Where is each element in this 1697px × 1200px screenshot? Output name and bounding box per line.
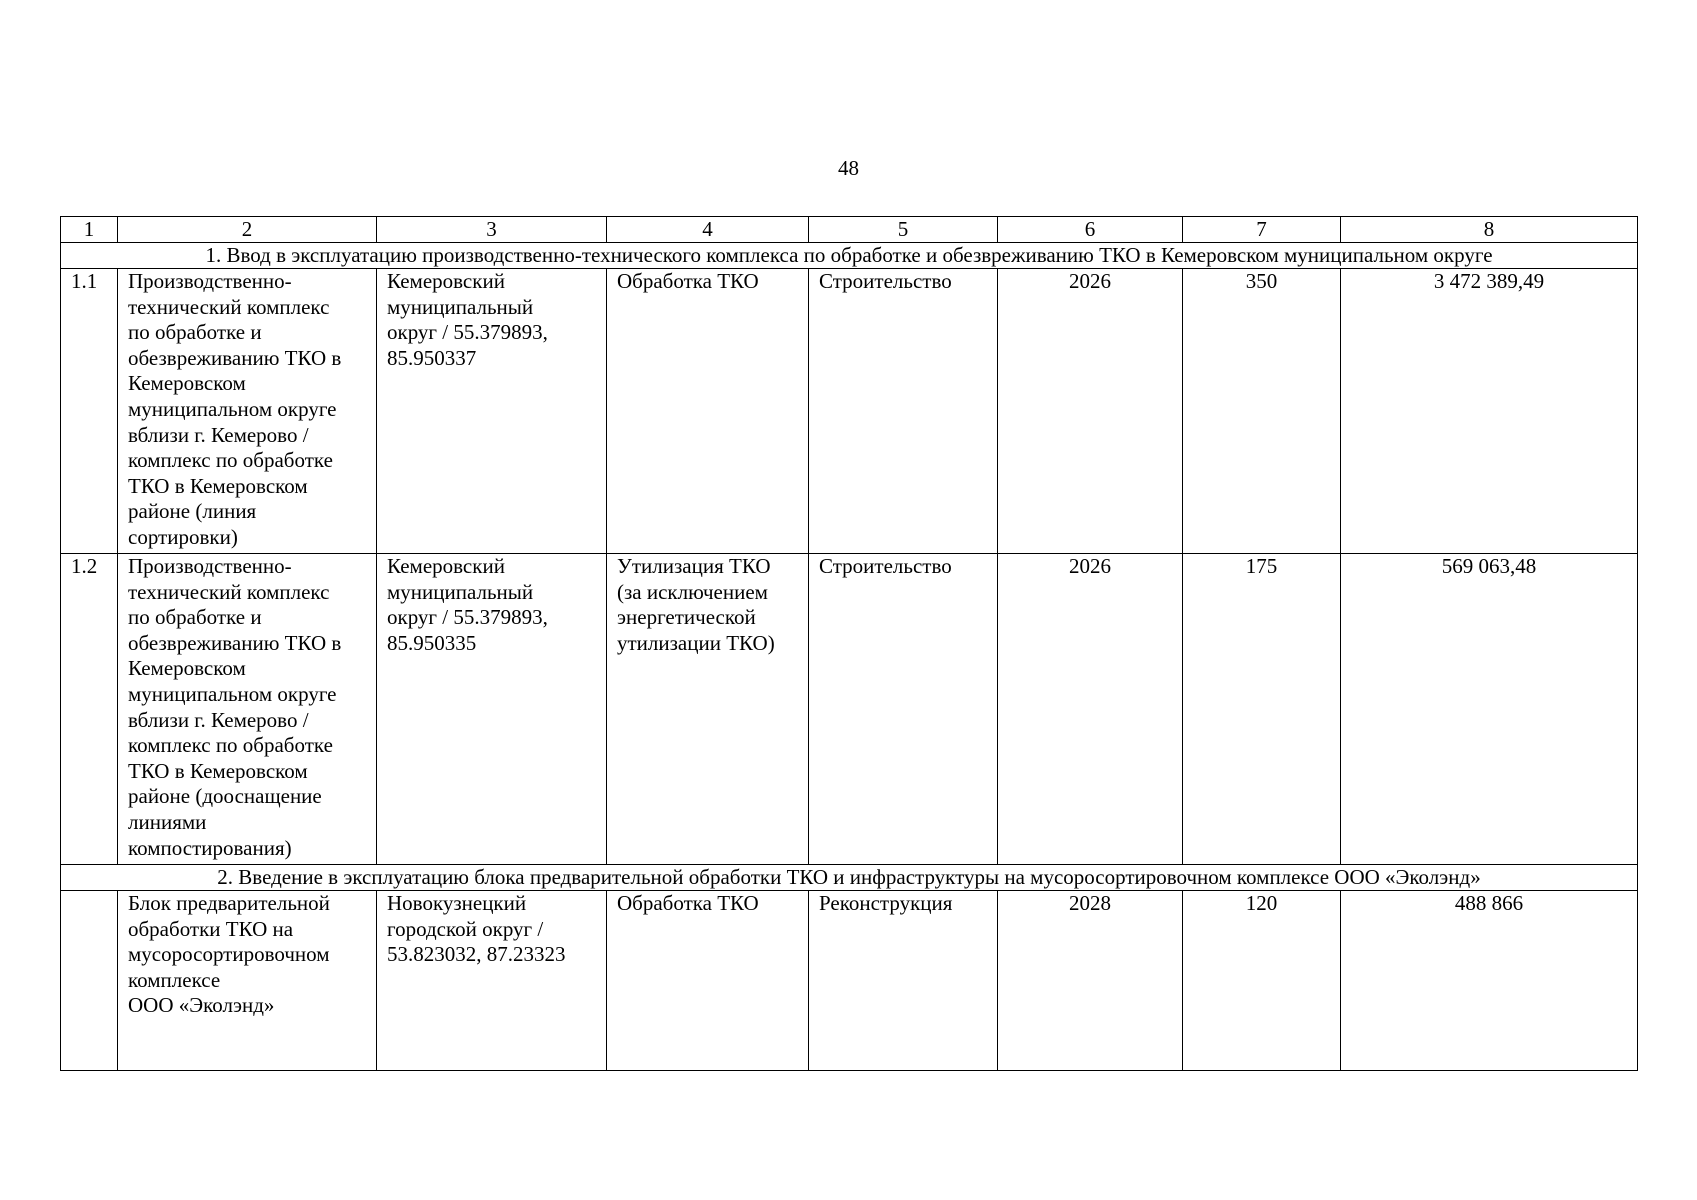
commission-year: 2026 <box>998 269 1183 554</box>
section-title-1: 1. Ввод в эксплуатацию производственно-технического комплекса по обработке и обезвреживанию ТКО в Кемеровском муниципальном округе <box>61 243 1638 269</box>
work-type: Строительство <box>809 554 998 865</box>
row-number: 1.1 <box>61 269 118 554</box>
table-row <box>61 891 1638 1071</box>
header-cell-8: 8 <box>1341 217 1638 243</box>
object-location: Новокузнецкий городской округ / 53.823032, 87.23323 <box>377 891 607 1071</box>
header-cell-2: 2 <box>118 217 377 243</box>
header-cell-7: 7 <box>1183 217 1341 243</box>
object-purpose: Обработка ТКО <box>607 891 809 1071</box>
object-purpose: Утилизация ТКО (за исключением энергетической утилизации ТКО) <box>607 554 809 865</box>
object-location: Кемеровский муниципальный округ / 55.379893, 85.950337 <box>377 269 607 554</box>
object-name: Производственно- технический комплекс по обработке и обезвреживанию ТКО в Кемеровском муниципальном округе вблизи г. Кемерово / комплекс по обработке ТКО в Кемеровском районе (дооснащение линиями компостирования) <box>118 554 377 865</box>
work-type: Реконструкция <box>809 891 998 1071</box>
page-number: 48 <box>838 156 859 180</box>
header-cell-1: 1 <box>61 217 118 243</box>
table-header-row <box>61 217 1638 243</box>
cost: 3 472 389,49 <box>1341 269 1638 554</box>
table-row <box>61 554 1638 865</box>
work-type: Строительство <box>809 269 998 554</box>
row-number: 1.2 <box>61 554 118 865</box>
section-row-2 <box>61 865 1638 891</box>
object-purpose: Обработка ТКО <box>607 269 809 554</box>
commission-year: 2026 <box>998 554 1183 865</box>
objects-table <box>60 216 1638 1071</box>
object-name: Производственно- технический комплекс по обработке и обезвреживанию ТКО в Кемеровском муниципальном округе вблизи г. Кемерово / комплекс по обработке ТКО в Кемеровском районе (линия сортировки) <box>118 269 377 554</box>
header-cell-5: 5 <box>809 217 998 243</box>
section-row-1 <box>61 243 1638 269</box>
capacity: 175 <box>1183 554 1341 865</box>
capacity: 120 <box>1183 891 1341 1071</box>
commission-year: 2028 <box>998 891 1183 1071</box>
object-location: Кемеровский муниципальный округ / 55.379893, 85.950335 <box>377 554 607 865</box>
header-cell-3: 3 <box>377 217 607 243</box>
object-name: Блок предварительной обработки ТКО на мусоросортировочном комплексе ООО «Эколэнд» <box>118 891 377 1071</box>
row-number <box>61 891 118 1071</box>
header-cell-4: 4 <box>607 217 809 243</box>
table-row <box>61 269 1638 554</box>
capacity: 350 <box>1183 269 1341 554</box>
section-title-2: 2. Введение в эксплуатацию блока предварительной обработки ТКО и инфраструктуры на мусоросортировочном комплексе ООО «Эколэнд» <box>61 865 1638 891</box>
cost: 569 063,48 <box>1341 554 1638 865</box>
cost: 488 866 <box>1341 891 1638 1071</box>
header-cell-6: 6 <box>998 217 1183 243</box>
